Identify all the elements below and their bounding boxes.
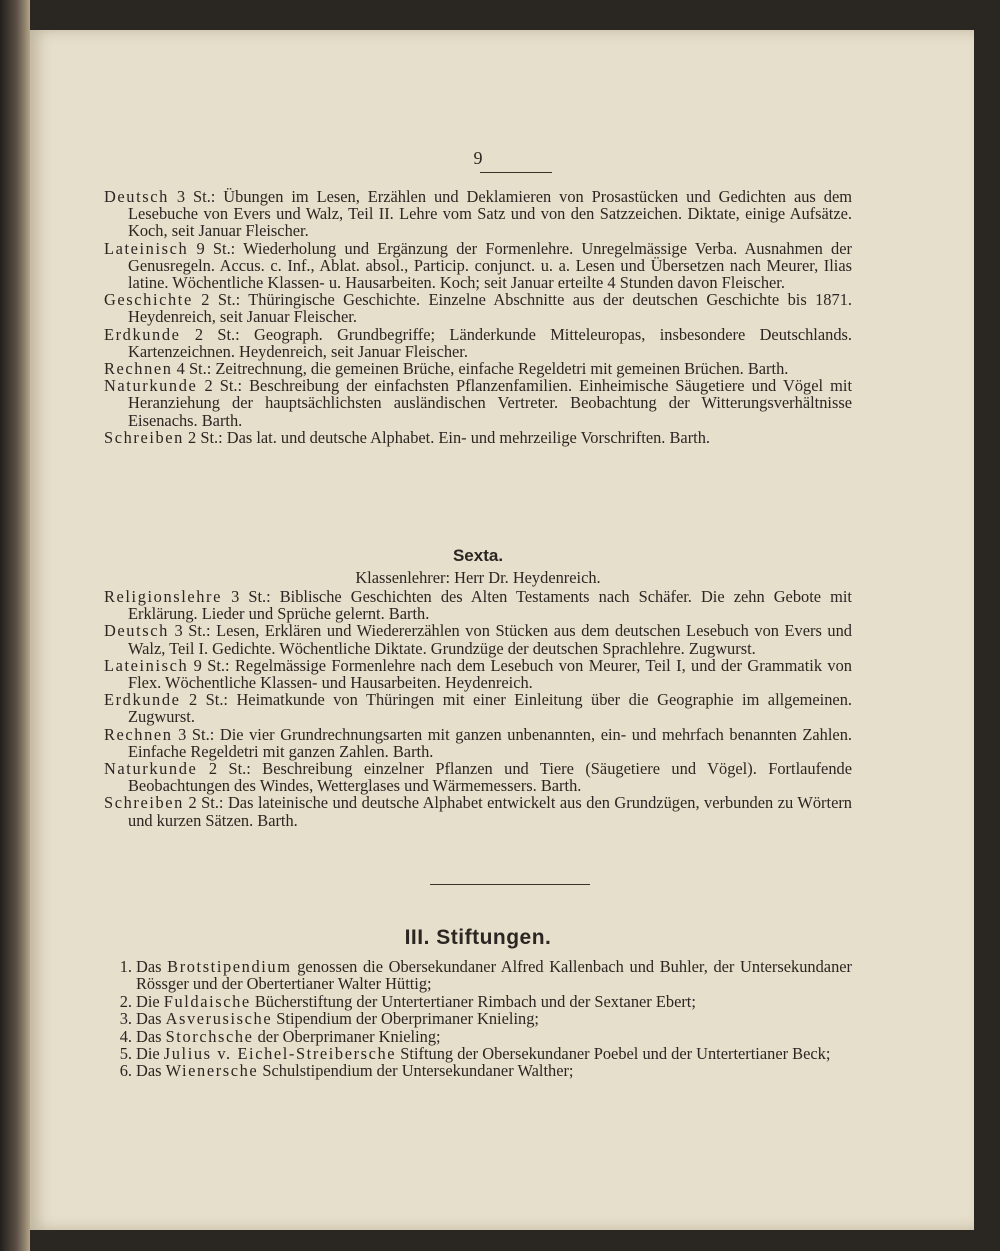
entry-lateinisch — [104, 240, 852, 292]
entry-subject: Religionslehre — [104, 587, 222, 606]
entry-schreiben — [104, 794, 852, 828]
entry-lateinisch — [104, 657, 852, 691]
entry-erdkunde — [104, 326, 852, 360]
list-number: 2. — [119, 991, 132, 1011]
list-item — [104, 1062, 852, 1079]
entry-text: 2 St.: Thüringische Geschichte. Einzelne Abschnitte aus der deutschen Geschichte bis 1871. Heydenreich, seit Januar Fleischer. — [128, 290, 852, 327]
entry-text: 3 St.: Biblische Geschichten des Alten Testaments nach Schäfer. Die zehn Gebote mit Erklärung. Lieder und Sprüche gelernt. Barth. — [128, 587, 852, 624]
entry-subject: Deutsch — [104, 187, 169, 206]
entry-religionslehre — [104, 588, 852, 622]
page-number-rule — [480, 172, 552, 173]
list-item — [104, 1045, 852, 1062]
list-number: 1. — [119, 957, 132, 976]
list-text — [136, 1045, 852, 1062]
entry-text: 9 St.: Wiederholung und Ergänzung der Formenlehre. Unregelmässige Verba. Ausnahmen der Genusregeln. Accus. c. Inf., Ablat. absol., Particip. conjunct. u. a. Lesen und Übersetzen nach Meurer, Ilias latine. Wöchentliche Klassen- u. Hausarbeiten. Koch; seit Januar erteilte 4 Stunden davon Fleischer. — [128, 238, 852, 293]
list-item — [104, 958, 852, 993]
list-rest: Stipendium der Oberprimaner Knieling; — [272, 1009, 539, 1029]
list-item — [104, 993, 852, 1010]
entry-text: 9 St.: Regelmässige Formenlehre nach dem Lesebuch von Meurer, Teil I, und der Grammatik von Flex. Wöchentliche Klassen- und Hausarbeiten. Heydenreich. — [128, 655, 852, 693]
list-text — [136, 958, 852, 993]
list-rest: der Oberprimaner Knieling; — [253, 1026, 441, 1046]
foundation-name: Fuldaische — [163, 991, 251, 1011]
list-number: 5. — [119, 1044, 132, 1064]
list-number: 6. — [119, 1061, 132, 1081]
list-text — [136, 1062, 852, 1079]
upper-entries — [104, 188, 852, 446]
entry-subject: Schreiben — [104, 427, 184, 447]
list-text — [136, 1028, 852, 1045]
section-separator — [430, 884, 590, 885]
list-prefix: Die — [136, 991, 164, 1011]
foundation-name: Julius v. Eichel-Streibersche — [163, 1044, 397, 1064]
entry-deutsch — [104, 188, 852, 240]
entry-subject: Naturkunde — [104, 759, 198, 779]
entry-text: 3 St.: Übungen im Lesen, Erzählen und Deklamieren von Prosastücken und Gedichten aus dem Lesebuche von Evers und Walz, Teil II. Lehre vom Satz und von den Satzzeichen. Diktate, einige Aufsätze. Koch, seit Januar Fleischer. — [128, 187, 852, 241]
entry-text: 2 St.: Das lat. und deutsche Alphabet. Ein- und mehrzeilige Vorschriften. Barth. — [183, 427, 711, 447]
list-prefix: Das — [136, 957, 168, 976]
entry-text: 2 St.: Geograph. Grundbegriffe; Länderkunde Mitteleuropas, insbesondere Deutschlands. Kartenzeichnen. Heydenreich, seit Januar Fleischer. — [128, 324, 852, 361]
list-number: 4. — [119, 1026, 132, 1046]
list-item — [104, 1010, 852, 1027]
foundation-name: Brotstipendium — [167, 957, 292, 976]
entry-subject: Lateinisch — [104, 655, 189, 675]
entry-deutsch — [104, 622, 852, 656]
entry-text: 2 St.: Beschreibung der einfachsten Pflanzenfamilien. Einheimische Säugetiere und Vögel mit Heranziehung der hauptsächlichsten ausländischen Vertreter. Beobachtung der Witterungsverhältnisse Eisenachs. Barth. — [128, 376, 852, 430]
foundation-name: Asverusische — [165, 1009, 273, 1029]
entry-naturkunde — [104, 760, 852, 794]
list-text — [136, 1010, 852, 1027]
entry-erdkunde — [104, 691, 852, 725]
entry-naturkunde — [104, 377, 852, 429]
list-rest: Bücherstiftung der Untertertianer Rimbach und der Sextaner Ebert; — [250, 991, 696, 1011]
entry-text: 3 St.: Lesen, Erklären und Wiedererzählen von Stücken aus dem deutschen Lesebuch von Evers und Walz, Teil I. Gedichte. Wöchentliche Diktate. Grundzüge der deutschen Sprachlehre. Zugwurst. — [128, 621, 852, 658]
document-page — [30, 30, 974, 1230]
foundation-name: Storchsche — [165, 1026, 254, 1046]
entry-subject: Geschichte — [104, 290, 193, 310]
stiftungen-title: III. Stiftungen. — [404, 926, 552, 949]
entry-subject: Erdkunde — [104, 324, 181, 344]
book-binding — [0, 0, 30, 1251]
sexta-title: Sexta. — [452, 546, 504, 565]
stiftungen-list — [104, 958, 852, 1080]
entry-subject: Rechnen — [104, 724, 173, 744]
entry-text: 2 St.: Das lateinische und deutsche Alphabet entwickelt aus den Grundzügen, verbunden zu Wörtern und kurzen Sätzen. Barth. — [128, 793, 852, 830]
entry-text: 2 St.: Heimatkunde von Thüringen mit einer Einleitung über die Geographie im allgemeinen. Zugwurst. — [128, 690, 852, 727]
list-number: 3. — [119, 1009, 132, 1029]
entry-text: 4 St.: Zeitrechnung, die gemeinen Brüche, einfache Regeldetri mit gemeinen Brüchen. Barth. — [172, 359, 789, 379]
sexta-entries — [104, 588, 852, 829]
foundation-name: Wienersche — [165, 1061, 259, 1081]
list-rest: Schulstipendium der Untersekundaner Walther; — [258, 1061, 574, 1081]
list-prefix: Das — [136, 1061, 166, 1081]
list-text — [136, 993, 852, 1010]
list-item — [104, 1028, 852, 1045]
entry-subject: Lateinisch — [104, 238, 189, 258]
sexta-teacher: Klassenlehrer: Herr Dr. Heydenreich. — [355, 568, 601, 587]
entry-text: 3 St.: Die vier Grundrechnungsarten mit ganzen unbenannten, ein- und mehrfach benannten Zahlen. Einfache Regeldetri mit ganzen Zahlen. Barth. — [128, 724, 852, 761]
entry-rechnen — [104, 360, 852, 377]
list-prefix: Das — [136, 1009, 166, 1029]
entry-schreiben — [104, 429, 852, 446]
entry-geschichte — [104, 291, 852, 325]
entry-subject: Deutsch — [104, 621, 169, 641]
list-prefix: Das — [136, 1026, 166, 1046]
entry-subject: Rechnen — [104, 359, 173, 379]
entry-text: 2 St.: Beschreibung einzelner Pflanzen und Tiere (Säugetiere und Vögel). Fortlaufende Beobachtungen des Windes, Wetterglases und Wärmemessers. Barth. — [128, 759, 852, 796]
entry-subject: Erdkunde — [104, 690, 181, 710]
list-rest: genossen die Obersekundaner Alfred Kallenbach und Buhler, der Untersekundaner Rössger und der Obertertianer Walter Hüttig; — [136, 957, 853, 994]
entry-rechnen — [104, 726, 852, 760]
entry-subject: Schreiben — [104, 793, 184, 813]
list-prefix: Die — [136, 1044, 164, 1064]
page-number: 9 — [473, 148, 483, 168]
entry-subject: Naturkunde — [104, 376, 198, 396]
list-rest: Stiftung der Obersekundaner Poebel und der Untertertianer Beck; — [396, 1044, 831, 1064]
